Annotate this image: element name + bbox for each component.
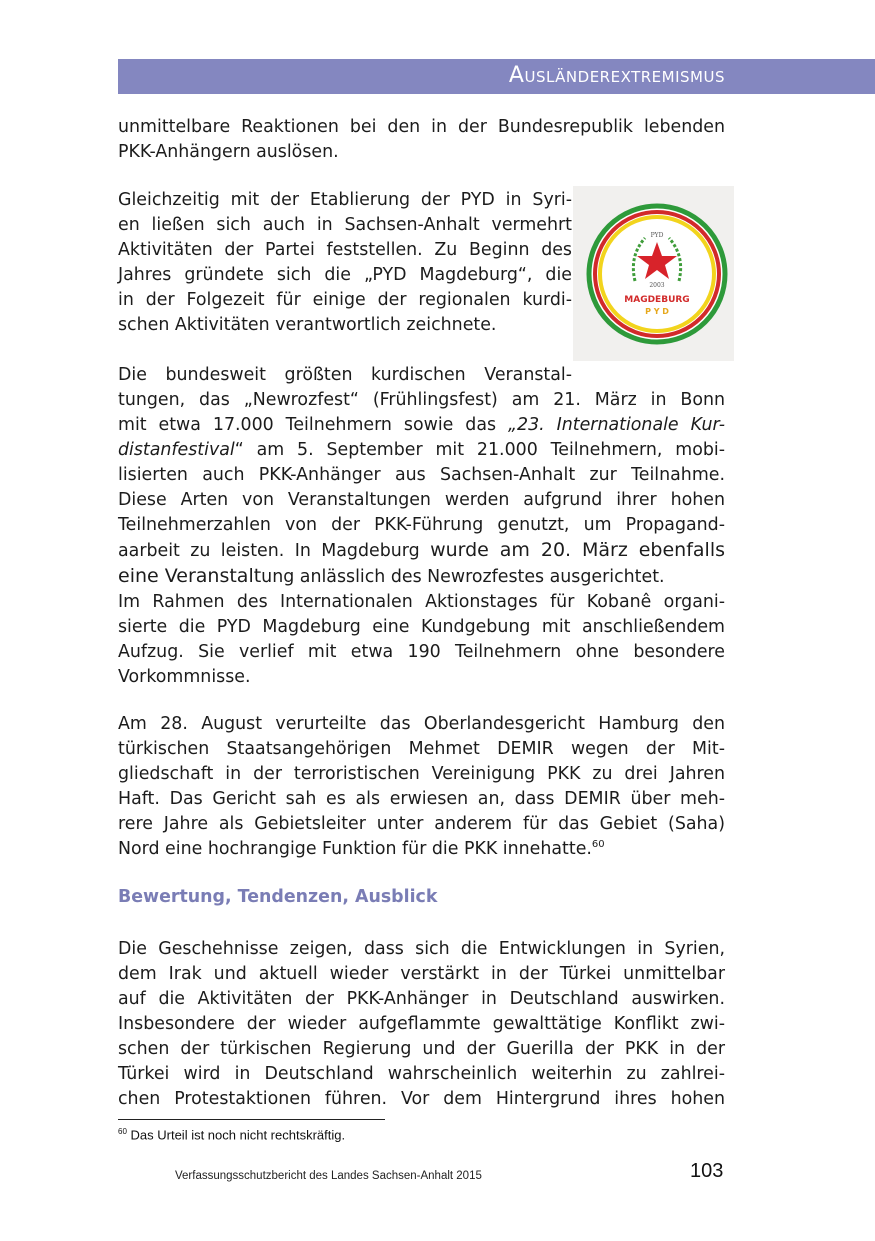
chapter-title: Ausländerextremismus <box>508 63 725 88</box>
text-span: Nord eine hochrangige Funktion für die PKK innehatte. <box>118 839 592 859</box>
text-line: Diese Arten von Veranstaltungen werden aufgrund ihrer hohen <box>118 490 725 510</box>
text-line: gliedschaft in der terroristischen Vereinigung PKK zu drei Jahren <box>118 764 725 784</box>
text-line: Die bundesweit größten kurdischen Veranstal- <box>118 365 572 385</box>
pyd-logo-emblem-icon <box>573 186 734 361</box>
paragraph-assessment <box>118 937 725 1112</box>
text-line: in der Folgezeit für einige der regionalen kurdi- <box>118 290 572 310</box>
paragraph-pyd-founding <box>118 188 572 338</box>
text-line: auf die Aktivitäten der PKK-Anhänger in Deutschland auswirken. <box>118 989 725 1009</box>
text-span: aarbeit zu leisten. In Magdeburg <box>118 541 431 561</box>
text-line: Am 28. August verurteilte das Oberlandesgericht Hamburg den <box>118 714 725 734</box>
text-line: Türkei wird in Deutschland wahrscheinlich weiterhin zu zahlrei- <box>118 1064 725 1084</box>
chapter-header-band <box>118 59 875 94</box>
logo-top-text: PYD <box>650 232 664 239</box>
text-line: rere Jahre als Gebietsleiter unter anderem für das Gebiet (Saha) <box>118 814 725 834</box>
text-span: “ am 5. September mit 21.000 Teilnehmern, mobi- <box>234 440 725 460</box>
text-line <box>118 438 725 463</box>
text-line: Vorkommnisse. <box>118 667 251 687</box>
text-line: Die Geschehnisse zeigen, dass sich die Entwicklungen in Syrien, <box>118 939 725 959</box>
text-line: unmittelbare Reaktionen bei den in der Bundesrepublik lebenden <box>118 117 725 137</box>
footnote-reference[interactable]: 60 <box>591 839 605 851</box>
text-line <box>118 837 725 862</box>
text-line <box>118 564 725 590</box>
logo-year: 2003 <box>649 282 665 289</box>
text-line: dem Irak und aktuell wieder verstärkt in der Türkei unmittelbar <box>118 964 725 984</box>
text-line: tungen, das „Newrozfest“ (Frühlingsfest) am 21. März in Bonn <box>118 390 725 410</box>
text-line: Haft. Das Gericht sah es als erwiesen an, dass DEMIR über meh- <box>118 789 725 809</box>
text-line: Gleichzeitig mit der Etablierung der PYD in Syri- <box>118 190 572 210</box>
festival-name-italic: „23. Internationale Kur- <box>508 415 726 435</box>
text-line: schen Aktivitäten verantwortlich zeichnete. <box>118 315 497 335</box>
text-line: Insbesondere der wieder aufgeflammte gewalttätige Konflikt zwi- <box>118 1014 725 1034</box>
text-line: Aufzug. Sie verlief mit etwa 190 Teilnehmern ohne besondere <box>118 642 725 662</box>
text-line: chen Protestaktionen führen. Vor dem Hintergrund ihres hohen <box>118 1089 725 1109</box>
footnote-divider <box>118 1119 385 1120</box>
pyd-magdeburg-logo <box>573 186 734 361</box>
text-span-large: eine Veranstalt <box>118 565 262 587</box>
text-line <box>118 413 725 438</box>
section-heading: Bewertung, Tendenzen, Ausblick <box>118 887 438 907</box>
page-number: 103 <box>690 1160 724 1182</box>
footnote <box>118 1127 345 1142</box>
paragraph-events <box>118 363 725 690</box>
text-span: mit etwa 17.000 Teilnehmern sowie das <box>118 415 509 435</box>
text-line: türkischen Staatsangehörigen Mehmet DEMIR wegen der Mit- <box>118 739 725 759</box>
text-line <box>118 538 725 564</box>
text-line: Im Rahmen des Internationalen Aktionstages für Kobanê organi- <box>118 592 725 612</box>
text-line: en ließen sich auch in Sachsen-Anhalt vermehrt <box>118 215 572 235</box>
footer-publication-title: Verfassungsschutzbericht des Landes Sachsen-Anhalt 2015 <box>175 1170 482 1182</box>
text-line: schen der türkischen Regierung und der Guerilla der PKK in der <box>118 1039 725 1059</box>
text-line: Teilnehmerzahlen von der PKK-Führung genutzt, um Propagand- <box>118 515 725 535</box>
footnote-text: Das Urteil ist noch nicht rechtskräftig. <box>126 1127 346 1143</box>
text-line: lisierten auch PKK-Anhänger aus Sachsen-Anhalt zur Teilnahme. <box>118 465 725 485</box>
paragraph-court-ruling <box>118 712 725 862</box>
text-line: Aktivitäten der Partei feststellen. Zu Beginn des <box>118 240 572 260</box>
text-line: Jahres gründete sich die „PYD Magdeburg“, die <box>118 265 572 285</box>
text-line: PKK-Anhängern auslösen. <box>118 142 339 162</box>
logo-name: MAGDEBURG <box>624 295 690 305</box>
paragraph-continuation <box>118 115 725 165</box>
text-span: ung anlässlich des Newrozfestes ausgerichtet. <box>261 567 665 587</box>
text-span-large: wurde am 20. März ebenfalls <box>430 539 725 561</box>
text-line: sierte die PYD Magdeburg eine Kundgebung mit anschließendem <box>118 617 725 637</box>
logo-abbr: P Y D <box>645 307 669 316</box>
festival-name-italic: distanfestival <box>118 440 235 460</box>
footnote-number: 60 <box>118 1127 127 1136</box>
